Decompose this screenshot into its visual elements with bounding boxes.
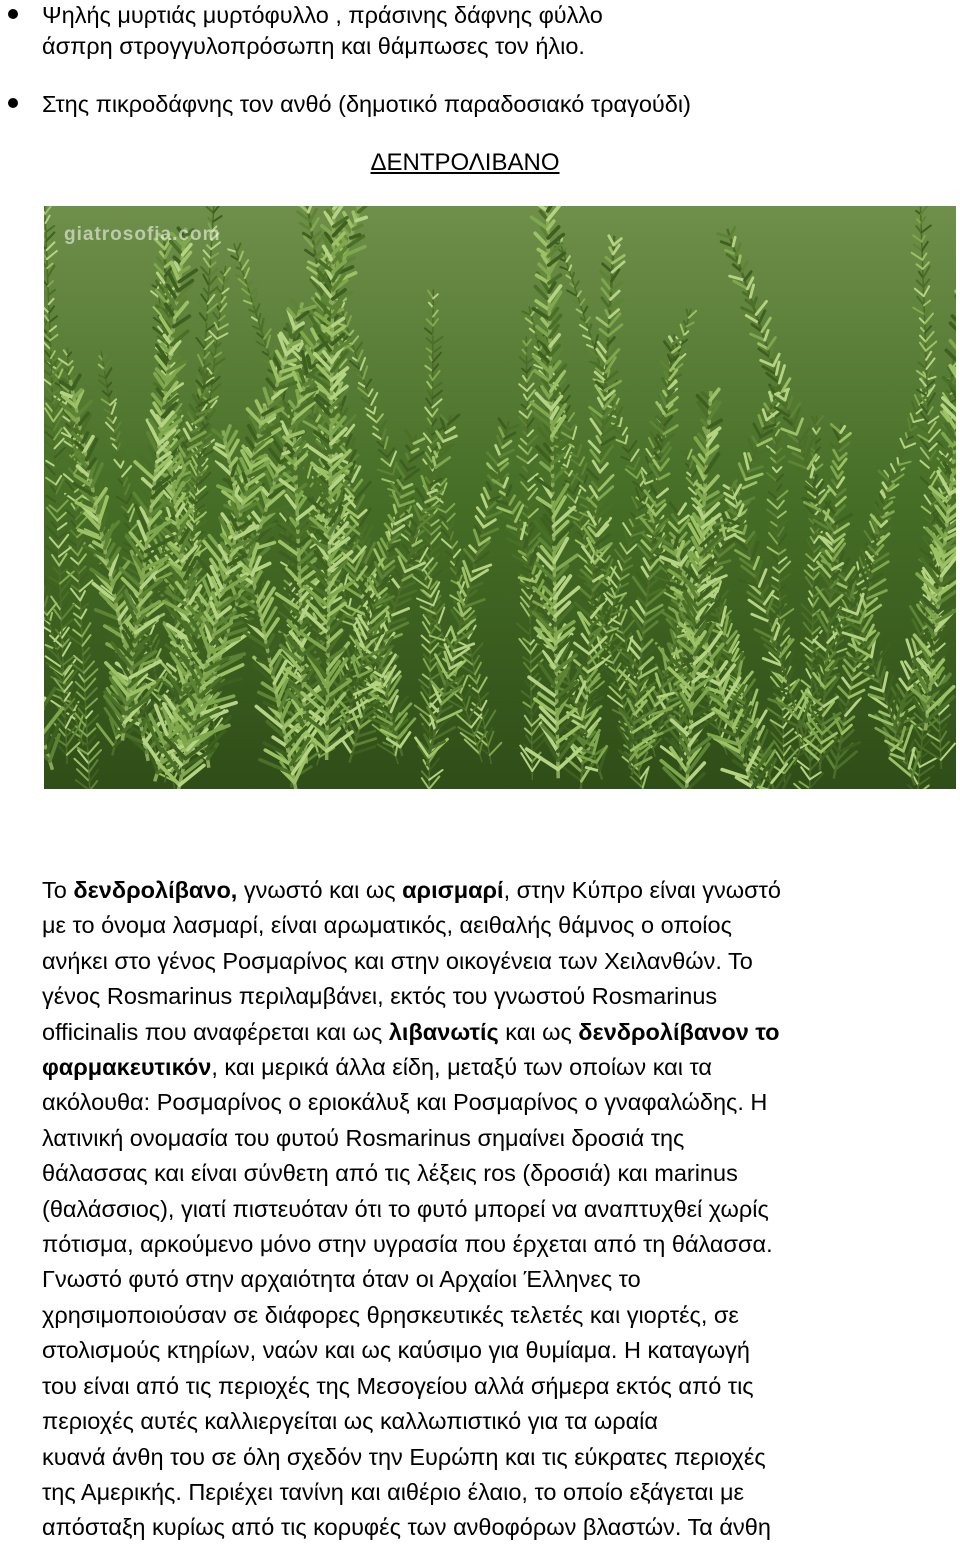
body-line: λατινική ονομασία του φυτού Rosmarinus σημαίνει δροσιά της xyxy=(42,1121,942,1156)
text-run: και ως xyxy=(499,1019,579,1045)
photo-watermark: giatrosofia.com xyxy=(64,224,220,246)
bullet-line: Ψηλής μυρτιάς μυρτόφυλλο , πράσινης δάφνης φύλλο xyxy=(42,0,942,31)
body-line: απόσταξη κυρίως από τις κορυφές των ανθοφόρων βλαστών. Τα άνθη xyxy=(42,1510,942,1545)
body-line: πότισμα, αρκούμενο μόνο στην υγρασία που έρχεται από τη θάλασσα. xyxy=(42,1227,942,1262)
body-line: ακόλουθα: Ροσμαρίνος ο εριοκάλυξ και Ροσμαρίνος ο γναφαλώδης. Η xyxy=(42,1085,942,1120)
bullet-dot-icon xyxy=(8,98,18,108)
body-line: (θαλάσσιος), γιατί πιστευόταν ότι το φυτό μπορεί να αναπτυχθεί χωρίς xyxy=(42,1192,942,1227)
body-line xyxy=(42,1015,942,1050)
body-line xyxy=(42,873,942,908)
section-title: ΔΕΝΤΡΟΛΙΒΑΝΟ xyxy=(0,148,930,178)
body-line: με το όνομα λασμαρί, είναι αρωματικός, αειθαλής θάμνος ο οποίος xyxy=(42,908,942,943)
bold-term: λιβανωτίς xyxy=(389,1019,499,1045)
body-line: ανήκει στο γένος Ροσμαρίνος και στην οικογένεια των Χειλανθών. Το xyxy=(42,944,942,979)
bullet-line: άσπρη στρογγυλοπρόσωπη και θάμπωσες τον ήλιο. xyxy=(42,31,942,62)
body-line: γένος Rosmarinus περιλαμβάνει, εκτός του γνωστού Rosmarinus xyxy=(42,979,942,1014)
body-line: στολισμούς κτηρίων, ναών και ως καύσιμο για θυμίαμα. Η καταγωγή xyxy=(42,1333,942,1368)
body-line: περιοχές αυτές καλλιεργείται ως καλλωπιστικό για τα ωραία xyxy=(42,1404,942,1439)
bold-term: δενδρολίβανον το xyxy=(578,1019,779,1045)
body-line: κυανά άνθη του σε όλη σχεδόν την Ευρώπη και τις εύκρατες περιοχές xyxy=(42,1440,942,1475)
bold-term: αρισμαρί xyxy=(402,877,503,903)
bullet-line: Στης πικροδάφνης τον ανθό (δημοτικό παραδοσιακό τραγούδι) xyxy=(42,89,942,120)
bullet-dot-icon xyxy=(8,9,18,19)
bold-term: φαρμακευτικόν xyxy=(42,1054,211,1080)
rosemary-photo xyxy=(44,206,956,789)
body-line: Γνωστό φυτό στην αρχαιότητα όταν οι Αρχαίοι Έλληνες το xyxy=(42,1262,942,1297)
body-line xyxy=(42,1050,942,1085)
body-line: χρησιμοποιούσαν σε διάφορες θρησκευτικές τελετές και γιορτές, σε xyxy=(42,1298,942,1333)
text-run: Το xyxy=(42,877,73,903)
text-run: , στην Κύπρο είναι γνωστό xyxy=(504,877,781,903)
body-line: θάλασσας και είναι σύνθετη από τις λέξεις ros (δροσιά) και marinus xyxy=(42,1156,942,1191)
article-body xyxy=(42,873,942,1546)
bullet-item xyxy=(42,89,942,120)
text-run: , και μερικά άλλα είδη, μεταξύ των οποίων και τα xyxy=(211,1054,712,1080)
text-run: officinalis που αναφέρεται και ως xyxy=(42,1019,389,1045)
rosemary-plant-illustration xyxy=(44,206,956,789)
bold-term: δενδρολίβανο, xyxy=(73,877,237,903)
body-line: της Αμερικής. Περιέχει τανίνη και αιθέριο έλαιο, το οποίο εξάγεται με xyxy=(42,1475,942,1510)
body-line: του είναι από τις περιοχές της Μεσογείου αλλά σήμερα εκτός από τις xyxy=(42,1369,942,1404)
text-run: γνωστό και ως xyxy=(237,877,402,903)
bullet-item xyxy=(42,0,942,62)
